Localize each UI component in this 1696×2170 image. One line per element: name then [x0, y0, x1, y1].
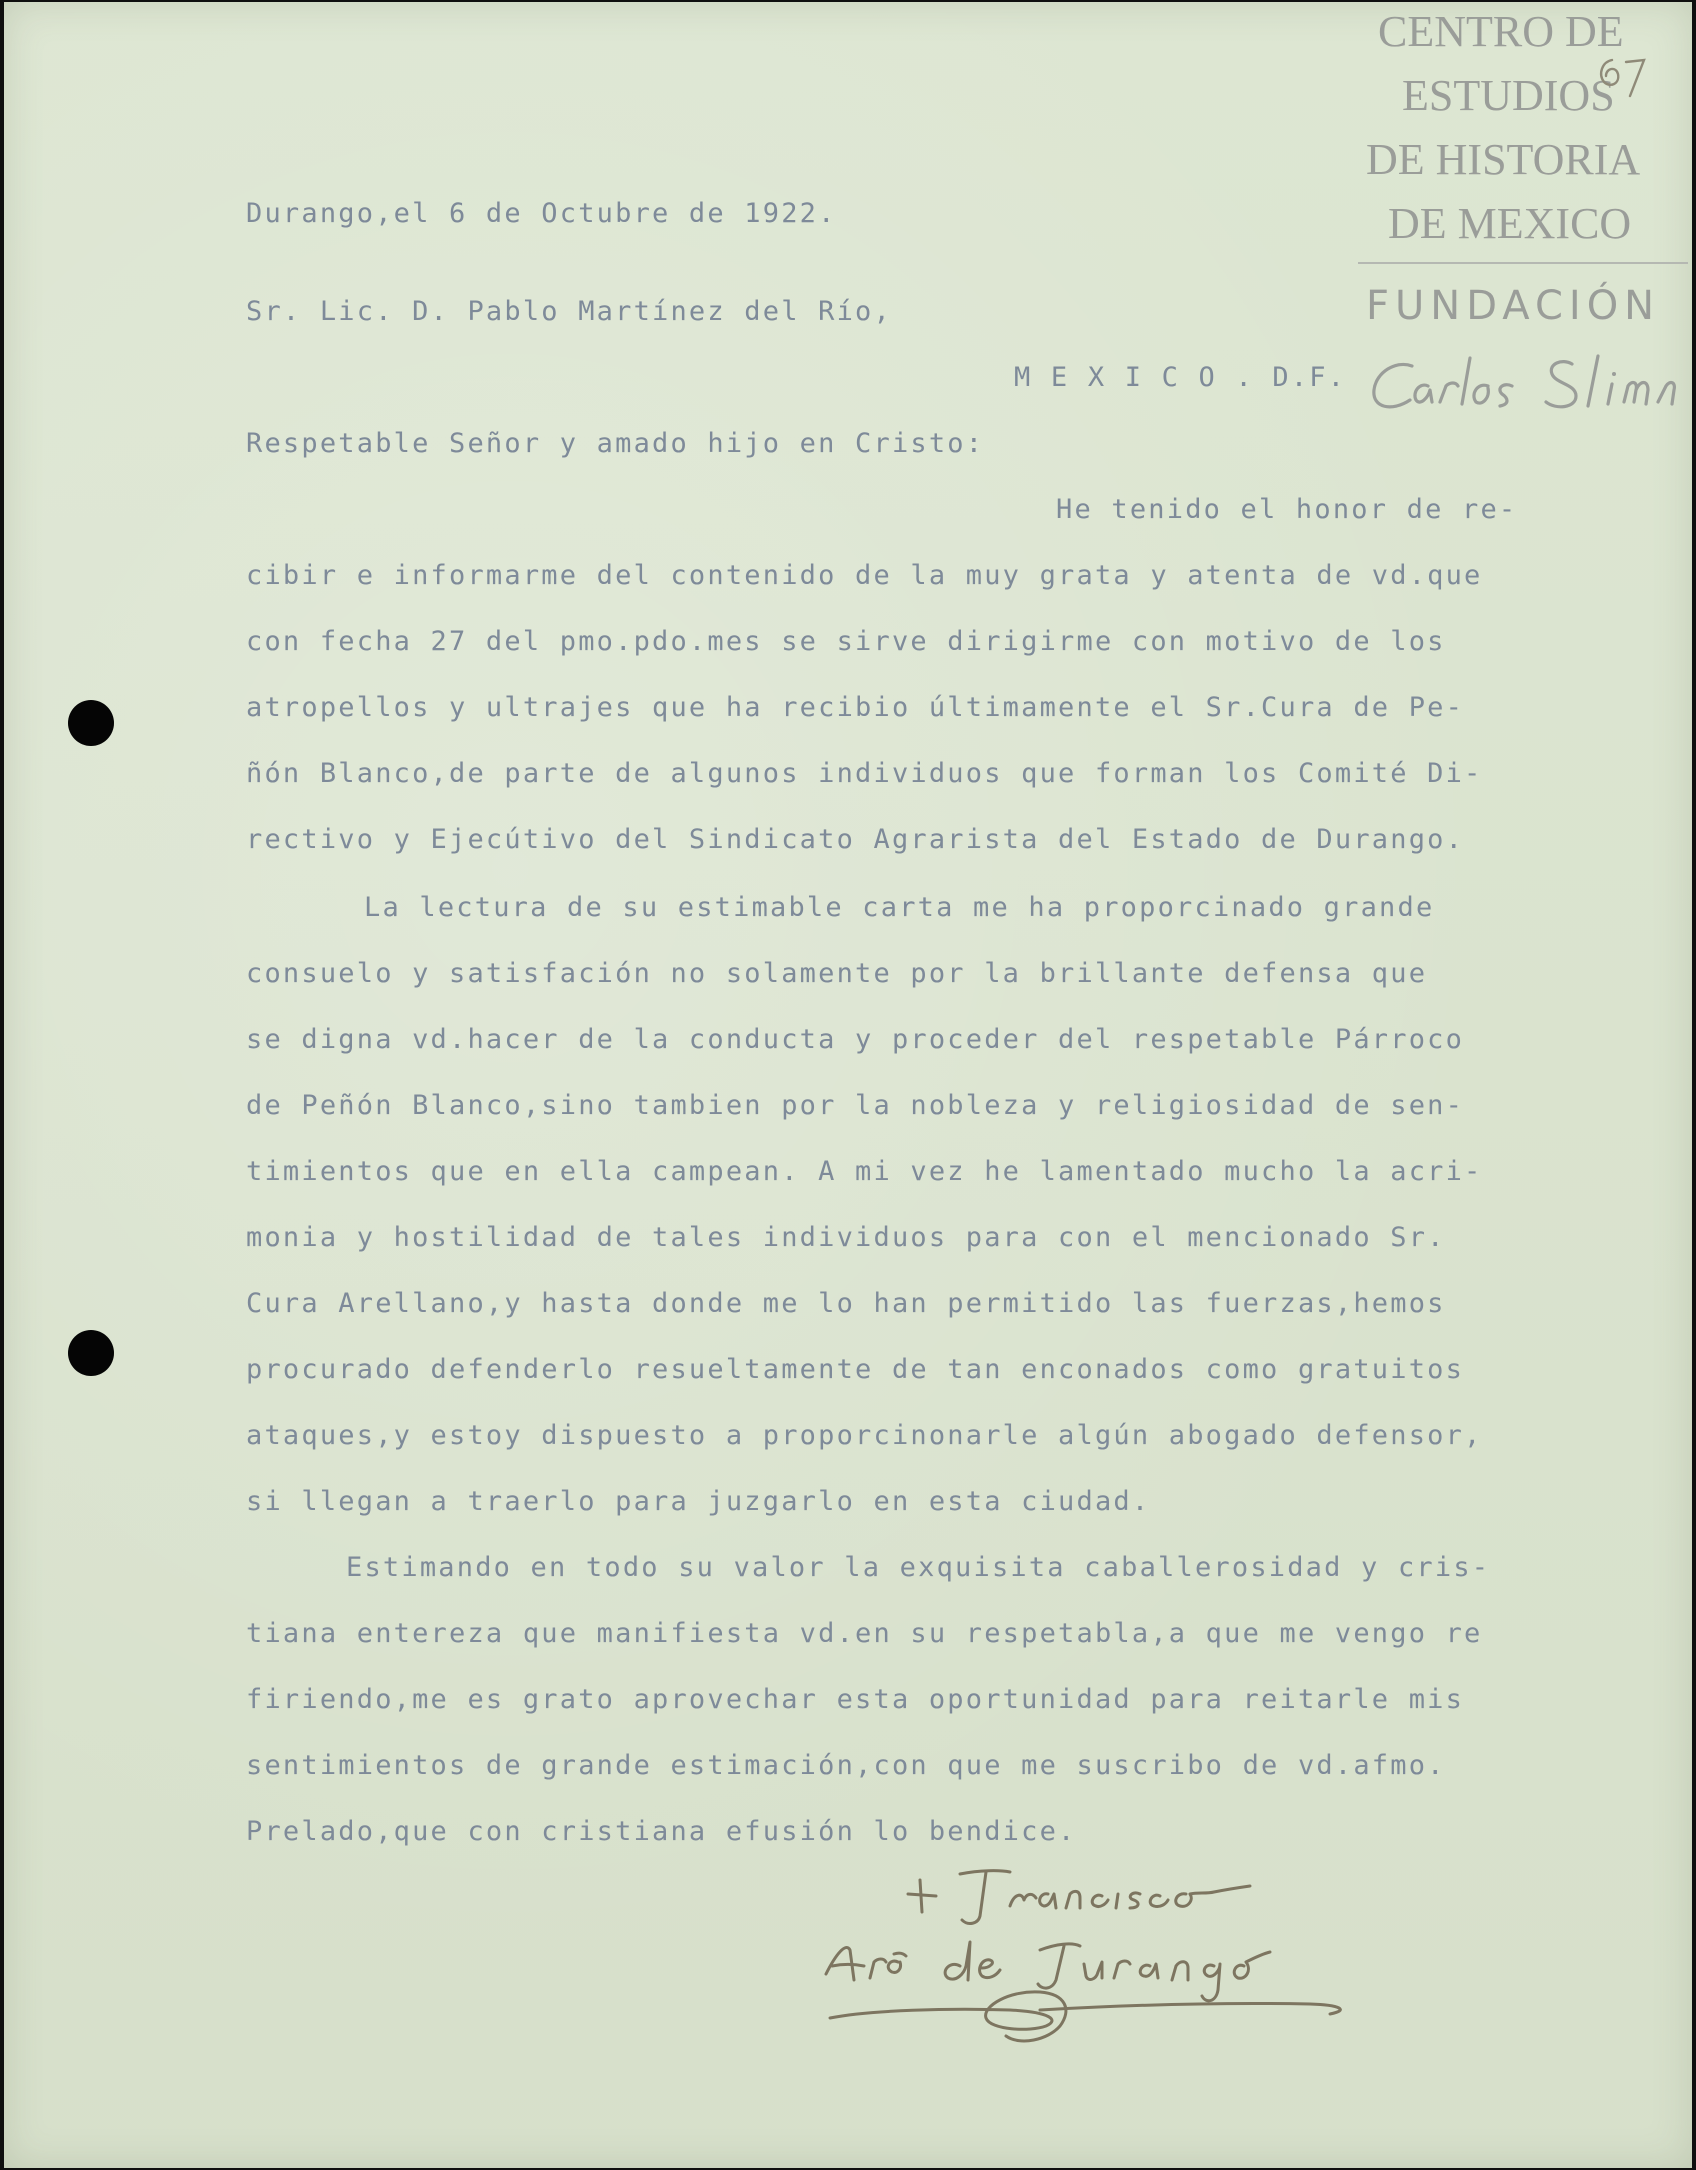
body-line: consuelo y satisfación no solamente por la brillante defensa que: [246, 958, 1428, 989]
body-line: monia y hostilidad de tales individuos para con el mencionado Sr.: [246, 1222, 1446, 1253]
letter-addressee: Sr. Lic. D. Pablo Martínez del Río,: [246, 296, 892, 327]
body-line: He tenido el honor de re-: [1056, 494, 1518, 525]
body-line: La lectura de su estimable carta me ha proporcinado grande: [364, 892, 1435, 923]
body-line: ñón Blanco,de parte de algunos individuos que forman los Comité Di-: [246, 758, 1483, 789]
stamp-foundation: FUNDACIÓN: [1366, 283, 1661, 329]
stamp-line-1: CENTRO DE: [1378, 7, 1624, 56]
body-line: ataques,y estoy dispuesto a proporcinonarle algún abogado defensor,: [246, 1420, 1483, 1451]
handwritten-signature-image: [810, 1850, 1460, 2050]
body-line: Estimando en todo su valor la exquisita caballerosidad y cris-: [346, 1552, 1491, 1583]
stamp-line-4: DE MEXICO: [1388, 199, 1632, 248]
body-line: cibir e informarme del contenido de la muy grata y atenta de vd.que: [246, 560, 1483, 591]
letter-city: M E X I C O . D.F.: [1014, 362, 1347, 393]
body-line: procurado defenderlo resueltamente de tan enconados como gratuitos: [246, 1354, 1465, 1385]
stamp-line-3: DE HISTORIA: [1366, 135, 1641, 184]
body-line: Cura Arellano,y hasta donde me lo han permitido las fuerzas,hemos: [246, 1288, 1446, 1319]
punch-hole-lower: [68, 1330, 114, 1376]
body-line: tiana entereza que manifiesta vd.en su respetabla,a que me vengo re: [246, 1618, 1483, 1649]
stamp-signature-image: [1366, 346, 1686, 426]
body-line: con fecha 27 del pmo.pdo.mes se sirve dirigirme con motivo de los: [246, 626, 1446, 657]
body-line: firiendo,me es grato aprovechar esta oportunidad para reitarle mis: [246, 1684, 1465, 1715]
body-line: timientos que en ella campean. A mi vez he lamentado mucho la acri-: [246, 1156, 1483, 1187]
body-line: Prelado,que con cristiana efusión lo bendice.: [246, 1816, 1077, 1847]
body-line: sentimientos de grande estimación,con que me suscribo de vd.afmo.: [246, 1750, 1446, 1781]
stamp-line-2: ESTUDIOS: [1402, 71, 1615, 120]
letter-salutation: Respetable Señor y amado hijo en Cristo:: [246, 428, 985, 459]
body-line: rectivo y Ejecútivo del Sindicato Agrarista del Estado de Durango.: [246, 824, 1465, 855]
body-line: si llegan a traerlo para juzgarlo en esta ciudad.: [246, 1486, 1151, 1517]
folio-number-image: [1590, 52, 1650, 108]
punch-hole-upper: [68, 700, 114, 746]
body-line: se digna vd.hacer de la conducta y proceder del respetable Párroco: [246, 1024, 1465, 1055]
stamp-divider: [1358, 262, 1688, 264]
letter-date: Durango,el 6 de Octubre de 1922.: [246, 198, 837, 229]
body-line: de Peñón Blanco,sino tambien por la nobleza y religiosidad de sen-: [246, 1090, 1465, 1121]
body-line: atropellos y ultrajes que ha recibio últimamente el Sr.Cura de Pe-: [246, 692, 1465, 723]
